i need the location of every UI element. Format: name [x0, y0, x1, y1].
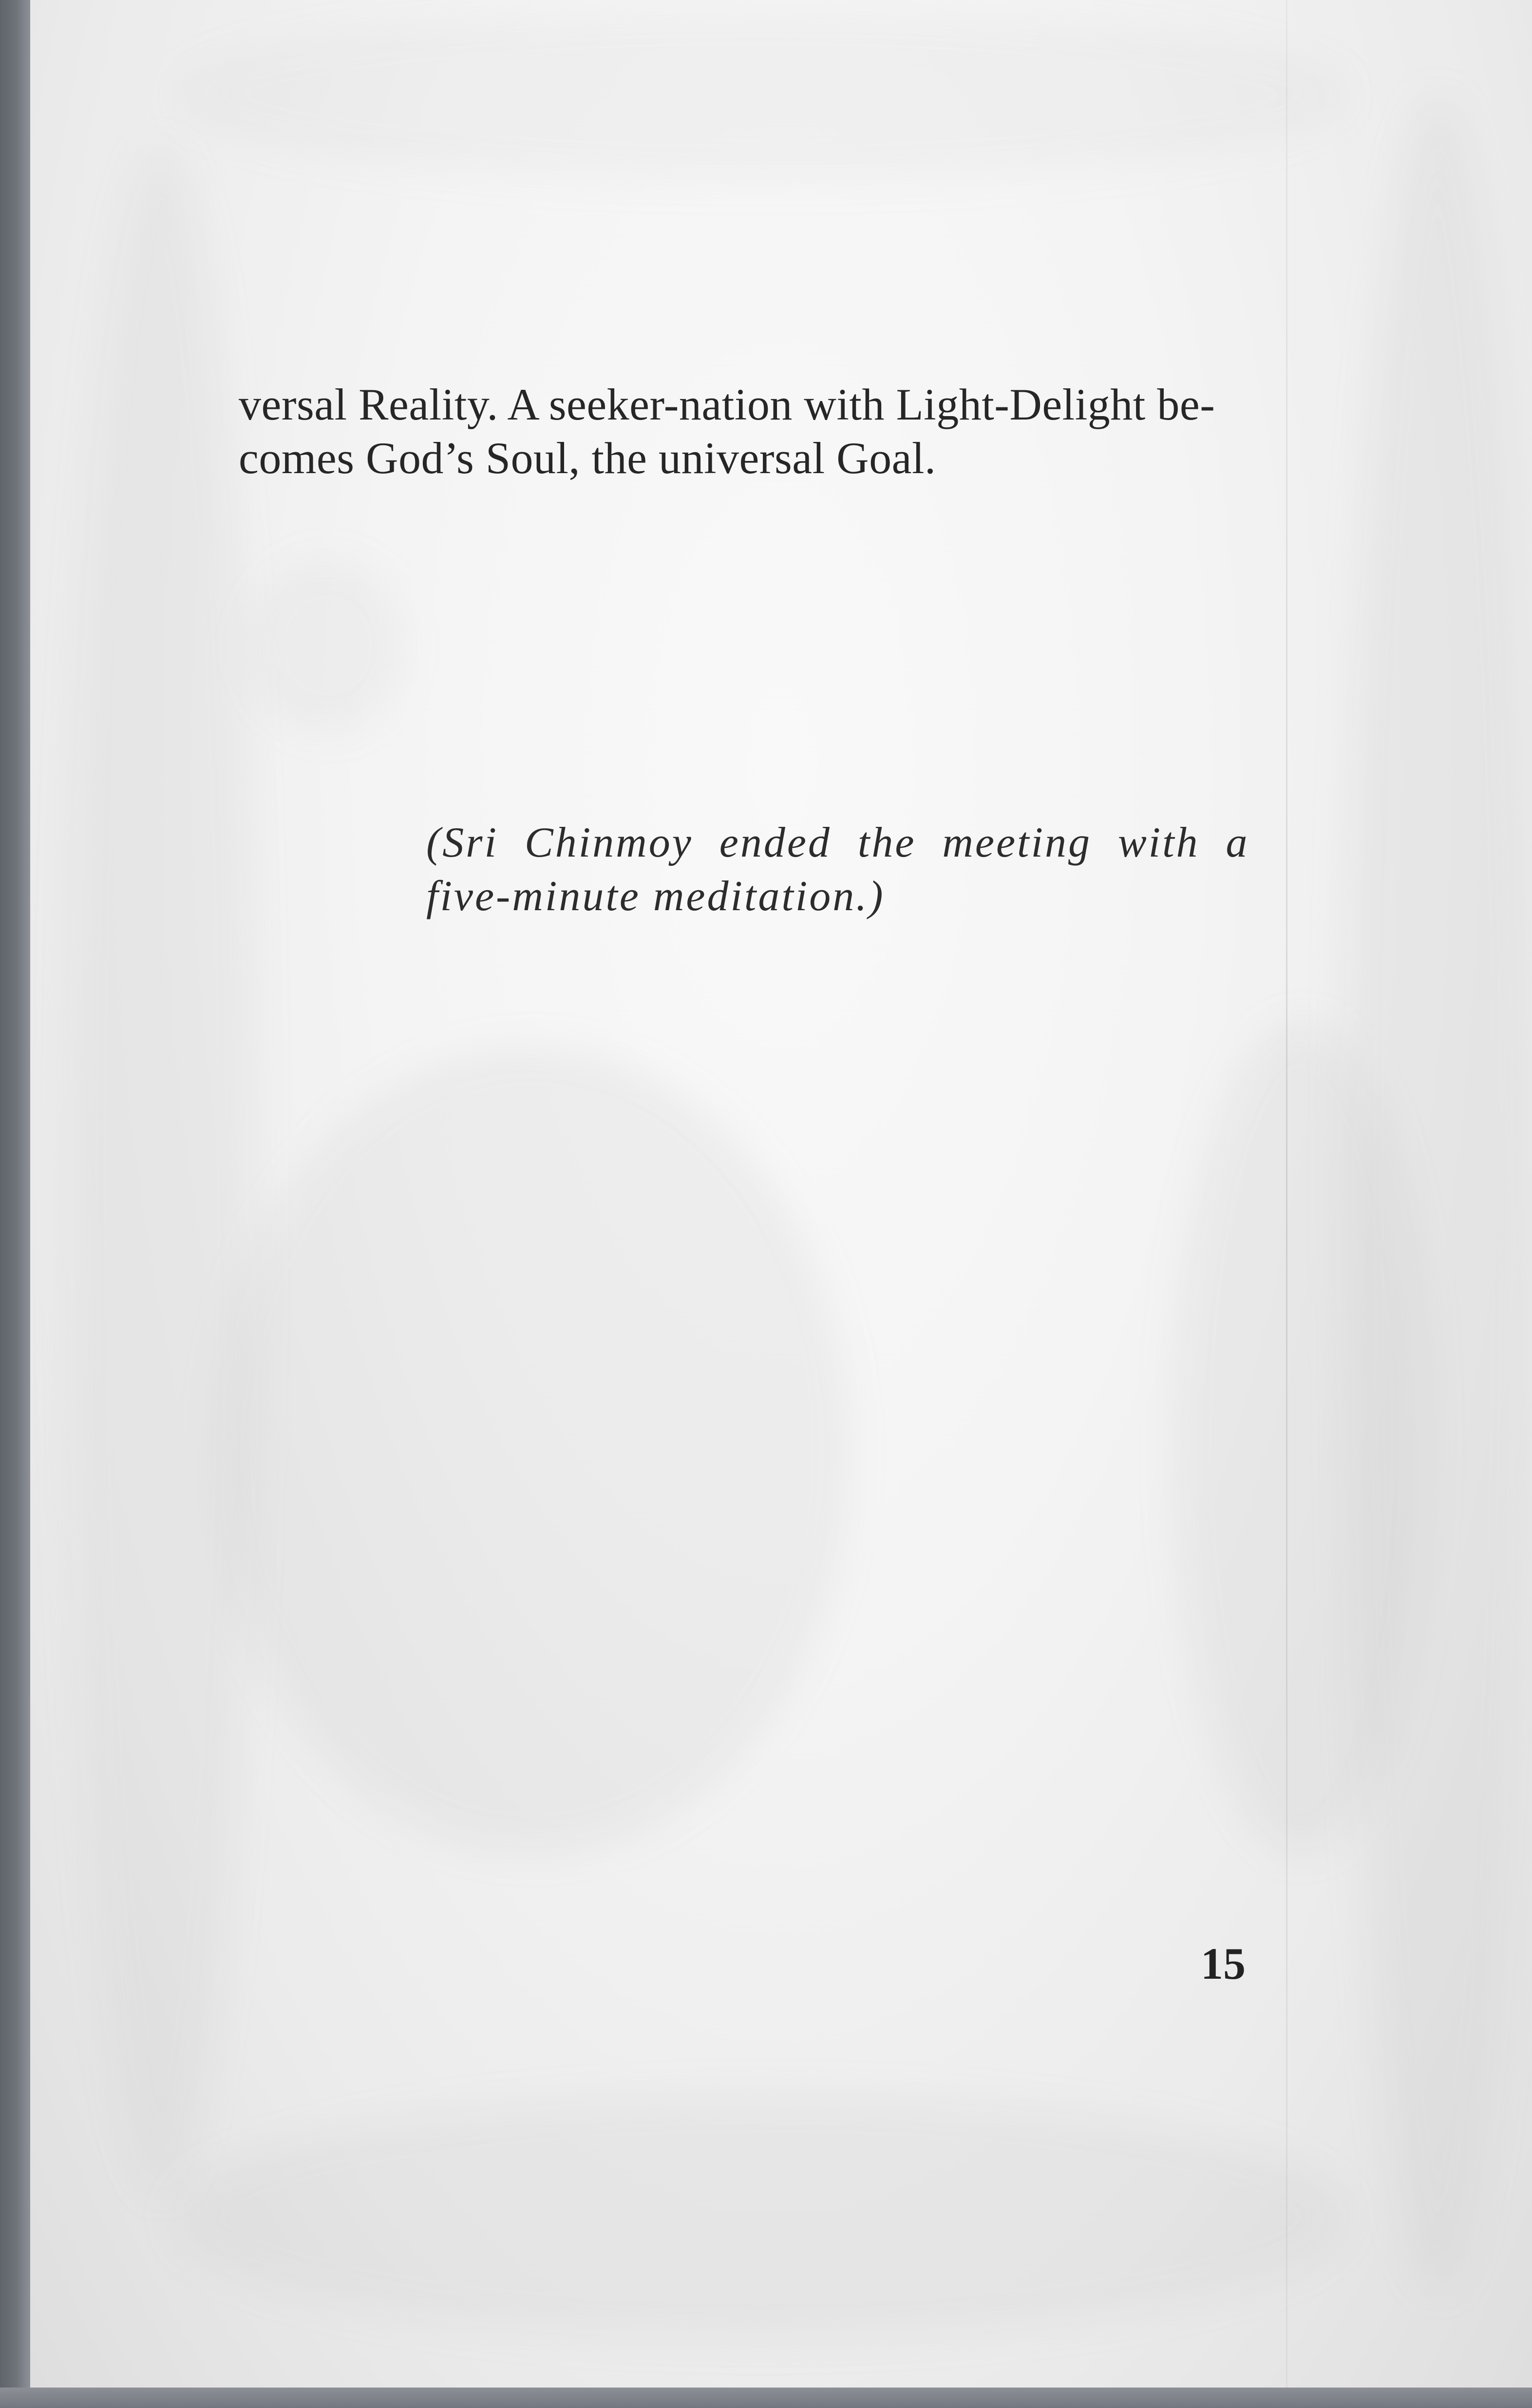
book-page: [30, 0, 1532, 2388]
page-number: 15: [1201, 1939, 1246, 1988]
body-paragraph: [239, 378, 1301, 485]
paper-texture: [69, 146, 254, 2193]
page-fold-line: [1286, 0, 1287, 2388]
closing-note: [426, 816, 1303, 923]
scan-border-bottom: [0, 2388, 1532, 2408]
closing-note-line: (Sri Chinmoy ended the meeting with a: [426, 819, 1249, 866]
body-paragraph-line: comes God’s Soul, the universal Goal.: [239, 433, 936, 483]
closing-note-line: five-minute meditation.): [426, 873, 885, 920]
paper-texture: [176, 2095, 1345, 2339]
paper-texture: [176, 10, 1345, 180]
paper-texture: [249, 560, 405, 731]
paper-texture: [1345, 97, 1531, 2290]
body-paragraph-line: versal Reality. A seeker-nation with Light-Delight be-: [239, 380, 1215, 429]
paper-texture: [215, 1048, 849, 1852]
scan-border-left: [0, 0, 30, 2408]
